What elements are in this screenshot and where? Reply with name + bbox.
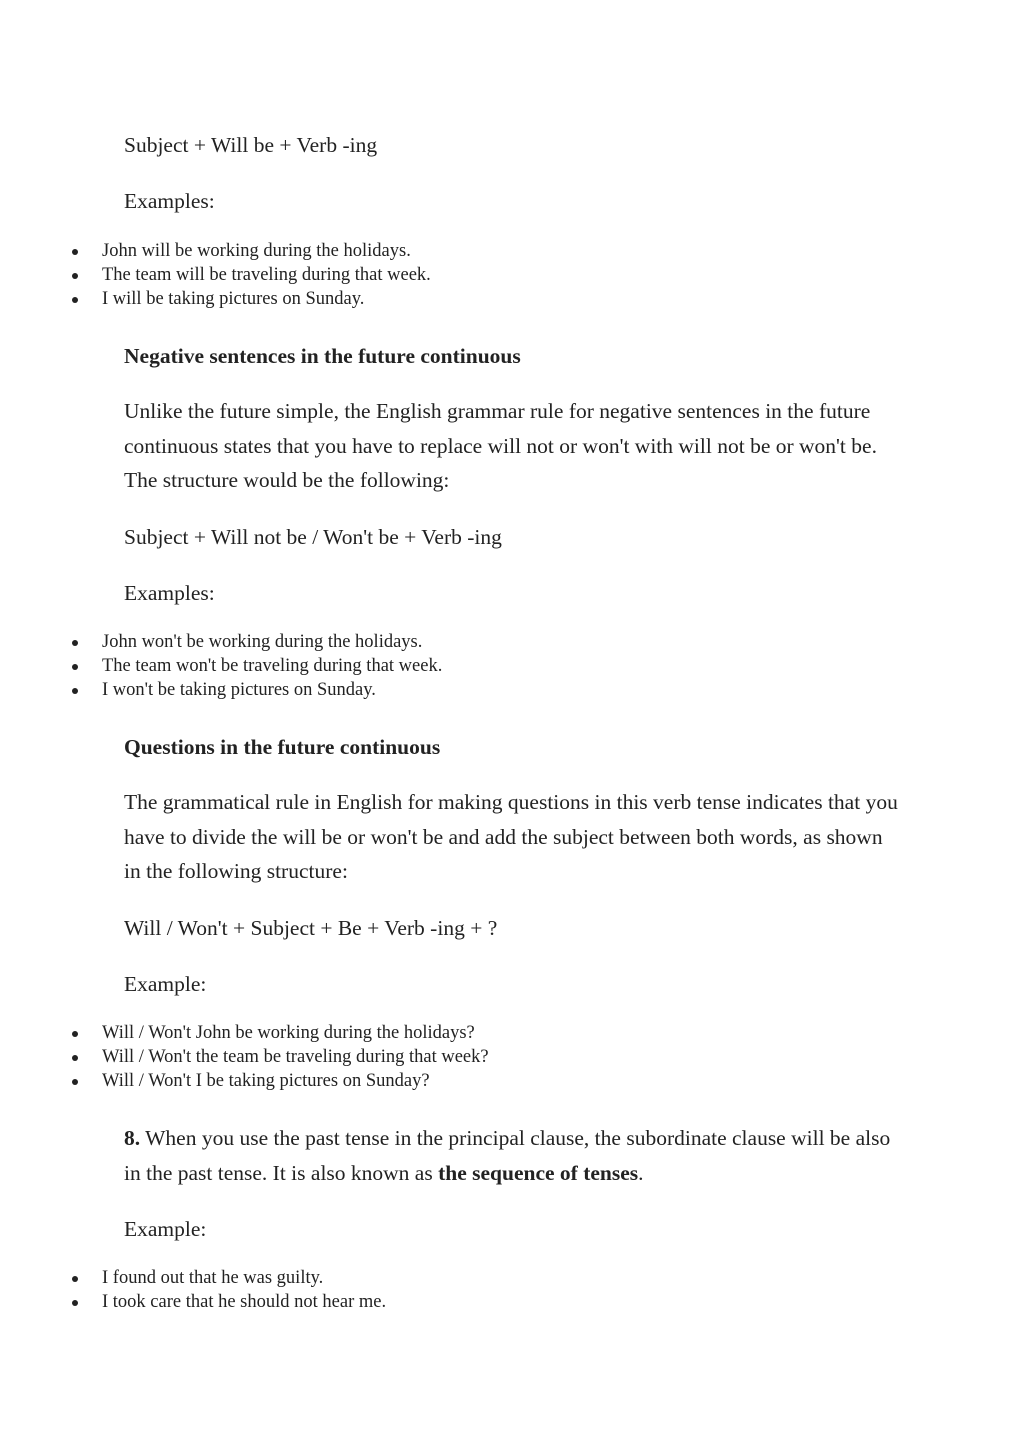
example-label: Example:: [124, 972, 207, 996]
bullet-icon: [72, 1300, 78, 1306]
bullet-icon: [72, 664, 78, 670]
rule-8-paragraph: [124, 1121, 904, 1190]
example-label: Example:: [124, 1217, 207, 1241]
examples-label: Examples:: [124, 189, 215, 213]
examples-list-sequence: [0, 1266, 386, 1314]
paragraph-questions: The grammatical rule in English for making questions in this verb tense indicates that you have to divide the will be or won't be and add the subject between both words, as shown in the following structure:: [124, 790, 898, 883]
bullet-icon: [72, 1031, 78, 1037]
structure-question: Will / Won't + Subject + Be + Verb -ing + ?: [124, 916, 498, 940]
rule-bold-term: the sequence of tenses: [438, 1160, 639, 1185]
rule-number: 8.: [124, 1126, 141, 1150]
heading-questions: Questions in the future continuous: [124, 735, 441, 759]
paragraph-negative: Unlike the future simple, the English grammar rule for negative sentences in the future continuous states that you have to replace will not or won't with will not be or won't be. The structure would be the following:: [124, 399, 877, 492]
list-item: I won't be taking pictures on Sunday.: [0, 678, 442, 702]
examples-list-affirmative: [0, 239, 431, 311]
rule-text: When you use the past tense in the principal clause, the subordinate clause will be also in the past tense. It is also known as: [124, 1126, 891, 1185]
bullet-icon: [72, 1276, 78, 1282]
structure-negative: Subject + Will not be / Won't be + Verb -ing: [124, 525, 502, 549]
examples-list-questions: [0, 1021, 489, 1093]
bullet-icon: [72, 249, 78, 255]
bullet-icon: [72, 640, 78, 646]
examples-list-negative: [0, 630, 442, 702]
list-item: Will / Won't I be taking pictures on Sunday?: [0, 1069, 489, 1093]
bullet-icon: [72, 297, 78, 303]
bullet-icon: [72, 273, 78, 279]
bullet-icon: [72, 1079, 78, 1085]
heading-negative-sentences: Negative sentences in the future continuous: [124, 344, 521, 368]
list-item: I took care that he should not hear me.: [0, 1290, 386, 1314]
examples-label: Examples:: [124, 581, 215, 605]
list-item: I found out that he was guilty.: [0, 1266, 386, 1290]
rule-text-end: .: [638, 1160, 644, 1185]
list-item: The team will be traveling during that week.: [0, 263, 431, 287]
list-item: Will / Won't the team be traveling during that week?: [0, 1045, 489, 1069]
bullet-icon: [72, 688, 78, 694]
list-item: The team won't be traveling during that week.: [0, 654, 442, 678]
list-item: Will / Won't John be working during the holidays?: [0, 1021, 489, 1045]
list-item: John will be working during the holidays.: [0, 239, 431, 263]
structure-affirmative: Subject + Will be + Verb -ing: [124, 133, 378, 157]
list-item: John won't be working during the holidays.: [0, 630, 442, 654]
bullet-icon: [72, 1055, 78, 1061]
list-item: I will be taking pictures on Sunday.: [0, 287, 431, 311]
